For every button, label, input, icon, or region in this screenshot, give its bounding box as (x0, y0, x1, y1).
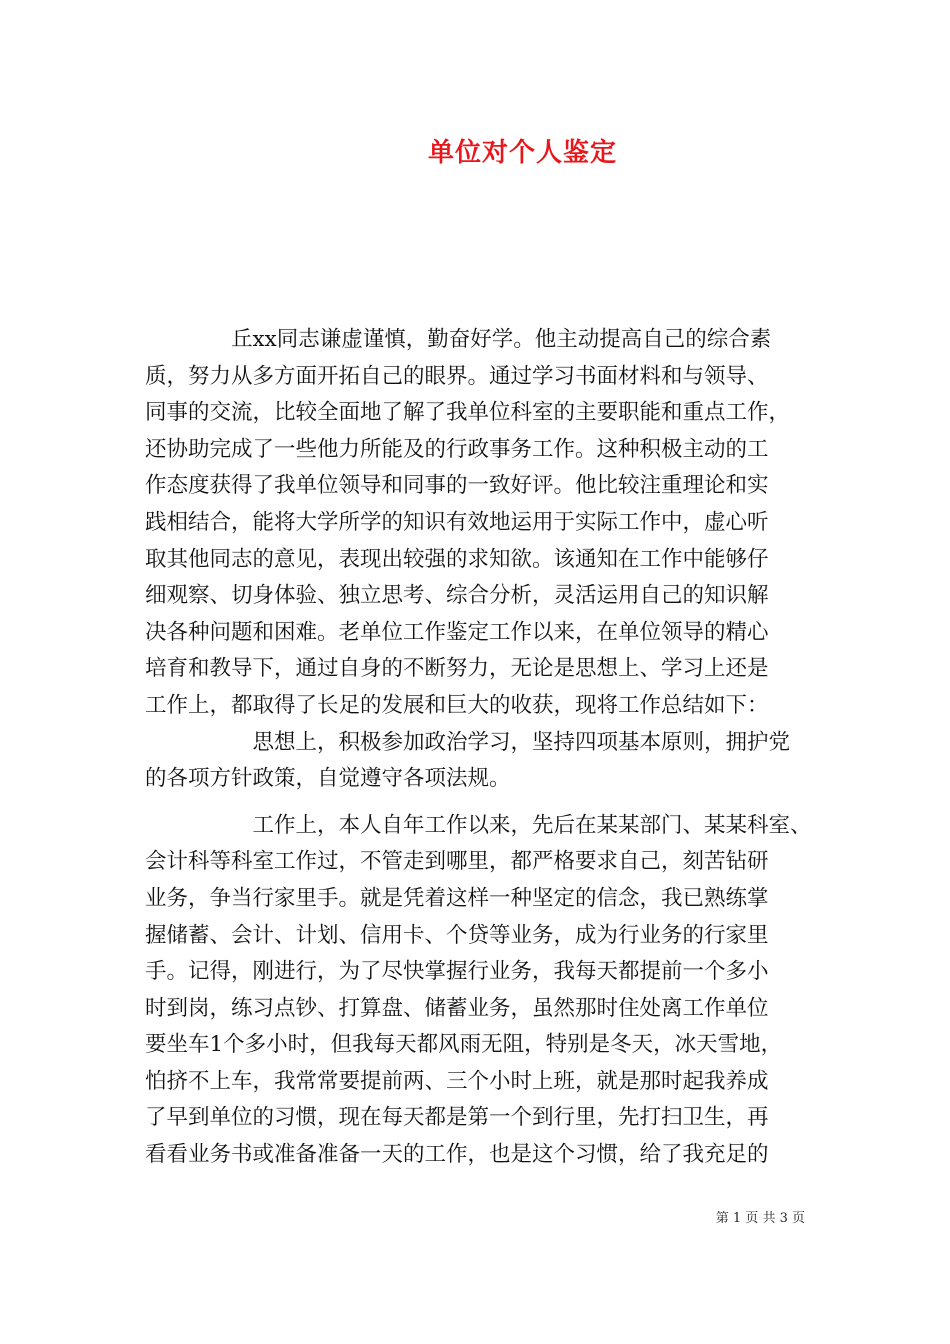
document-body (145, 322, 812, 1174)
text-line: 了早到单位的习惯，现在每天都是第一个到行里，先打扫卫生，再 (145, 1105, 769, 1131)
page-footer: 第 1 页 共 3 页 (715, 1211, 805, 1226)
text-line: 细观察、切身体验、独立思考、综合分析，灵活运用自己的知识解 (145, 583, 769, 609)
text-line: 手。记得，刚进行，为了尽快掌握行业务，我每天都提前一个多小 (145, 959, 769, 985)
paragraph-1 (145, 322, 805, 725)
text-line: 握储蓄、会计、计划、信用卡、个贷等业务，成为行业务的行家里 (145, 922, 769, 948)
text-line: 思想上，积极参加政治学习，坚持四项基本原则，拥护党 (145, 729, 791, 755)
text-line: 时到岗，练习点钞、打算盘、储蓄业务，虽然那时住处离工作单位 (145, 995, 769, 1021)
paragraph-gap (145, 798, 805, 808)
text-line: 作态度获得了我单位领导和同事的一致好评。他比较注重理论和实 (145, 473, 769, 499)
text-line: 还协助完成了一些他力所能及的行政事务工作。这种积极主动的工 (145, 436, 769, 462)
text-line: 决各种问题和困难。老单位工作鉴定工作以来，在单位领导的精心 (145, 619, 769, 645)
paragraph-3 (145, 808, 812, 1174)
text-line: 质，努力从多方面开拓自己的眼界。通过学习书面材料和与领导、 (145, 363, 769, 389)
text-line: 怕挤不上车，我常常要提前两、三个小时上班，就是那时起我养成 (145, 1068, 769, 1094)
text-line: 看看业务书或准备准备一天的工作，也是这个习惯，给了我充足的 (145, 1142, 769, 1168)
text-line: 的各项方针政策，自觉遵守各项法规。 (145, 766, 511, 792)
paragraph-2 (145, 725, 805, 798)
document-title: 单位对个人鉴定 (427, 138, 617, 168)
text-line: 丘xx同志谦虚谨慎，勤奋好学。他主动提高自己的综合素 (145, 327, 772, 352)
text-line: 工作上，本人自年工作以来，先后在某某部门、某某科室、 (145, 812, 812, 838)
text-line: 会计科等科室工作过，不管走到哪里，都严格要求自己，刻苦钻研 (145, 849, 769, 875)
text-line: 同事的交流，比较全面地了解了我单位科室的主要职能和重点工作， (145, 400, 791, 426)
text-line: 要坐车1个多小时，但我每天都风雨无阻，特别是冬天，冰天雪地， (145, 1032, 783, 1058)
text-line: 培育和教导下，通过自身的不断努力，无论是思想上、学习上还是 (145, 656, 769, 682)
text-line: 取其他同志的意见，表现出较强的求知欲。该通知在工作中能够仔 (145, 546, 769, 572)
text-line: 践相结合，能将大学所学的知识有效地运用于实际工作中，虚心听 (145, 509, 769, 535)
text-line: 工作上，都取得了长足的发展和巨大的收获，现将工作总结如下： (145, 692, 769, 718)
text-line: 业务，争当行家里手。就是凭着这样一种坚定的信念，我已熟练掌 (145, 885, 769, 911)
